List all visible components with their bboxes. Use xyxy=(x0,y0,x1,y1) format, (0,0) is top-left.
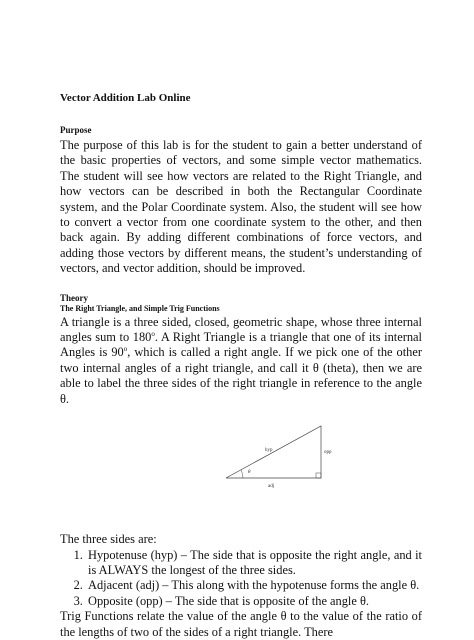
theory-text-part-1: A triangle is a three sided, closed, geometric shape, whose three internal angles sum to 180 xyxy=(60,314,422,345)
degree-symbol-1: o xyxy=(151,329,155,338)
list-item: 2. Adjacent (adj) – This along with the hypotenuse forms the angle θ. xyxy=(86,578,422,593)
list-item: 1. Hypotenuse (hyp) – The side that is opposite the right angle, and it is ALWAYS the longest of the three sides. xyxy=(86,548,422,579)
purpose-paragraph: The purpose of this lab is for the student to gain a better understand of the basic properties of vectors, and some simple vector mathematics. The student will see how vectors are related to the Right Triangle, and how vectors can be described in both the Rectangular Coordinate system, and the Polar Coordinate system. Also, the student will see how to convert a vector from one coordinate system to the other, and then back again. By adding different combinations of force vectors, and adding those vectors by different means, the student’s understanding of vectors, and vector addition, should be improved. xyxy=(60,138,422,276)
degree-symbol-2: o xyxy=(123,345,128,354)
triangle-shape xyxy=(226,426,321,478)
adj-label: adj xyxy=(268,484,275,490)
angle-arc xyxy=(241,470,243,478)
hyp-label: hyp xyxy=(265,448,273,454)
list-item: 3. Opposite (opp) – The side that is opposite of the angle θ. xyxy=(86,594,422,609)
theory-subheading: The Right Triangle, and Simple Trig Functions xyxy=(60,303,220,313)
purpose-heading: Purpose xyxy=(60,125,92,135)
right-angle-marker xyxy=(316,473,321,478)
document-title: Vector Addition Lab Online xyxy=(60,92,191,104)
theta-label: θ xyxy=(248,470,251,476)
right-triangle-diagram xyxy=(60,418,422,496)
sides-list xyxy=(60,548,422,610)
theory-text-part-2: . A Right Triangle is a triangle that one of its internal Angles is 90 xyxy=(60,330,422,360)
theory-heading: Theory xyxy=(60,292,88,303)
theory-text-part-3: , which is called a right angle. If we pick one of the other two internal angles of a right triangle, and call it θ (theta), then we are able to label the three sides of the right triangle in reference to the angle θ. xyxy=(60,345,422,406)
theory-paragraph xyxy=(60,315,422,407)
theory-section xyxy=(60,293,422,407)
sides-intro: The three sides are: xyxy=(60,532,157,547)
right-triangle-figure xyxy=(60,418,422,496)
document-page xyxy=(60,92,422,640)
trig-paragraph: Trig Functions relate the value of the angle θ to the value of the ratio of the lengths of two of the sides of a right triangle. There xyxy=(60,609,422,639)
opp-label: opp xyxy=(324,450,332,456)
